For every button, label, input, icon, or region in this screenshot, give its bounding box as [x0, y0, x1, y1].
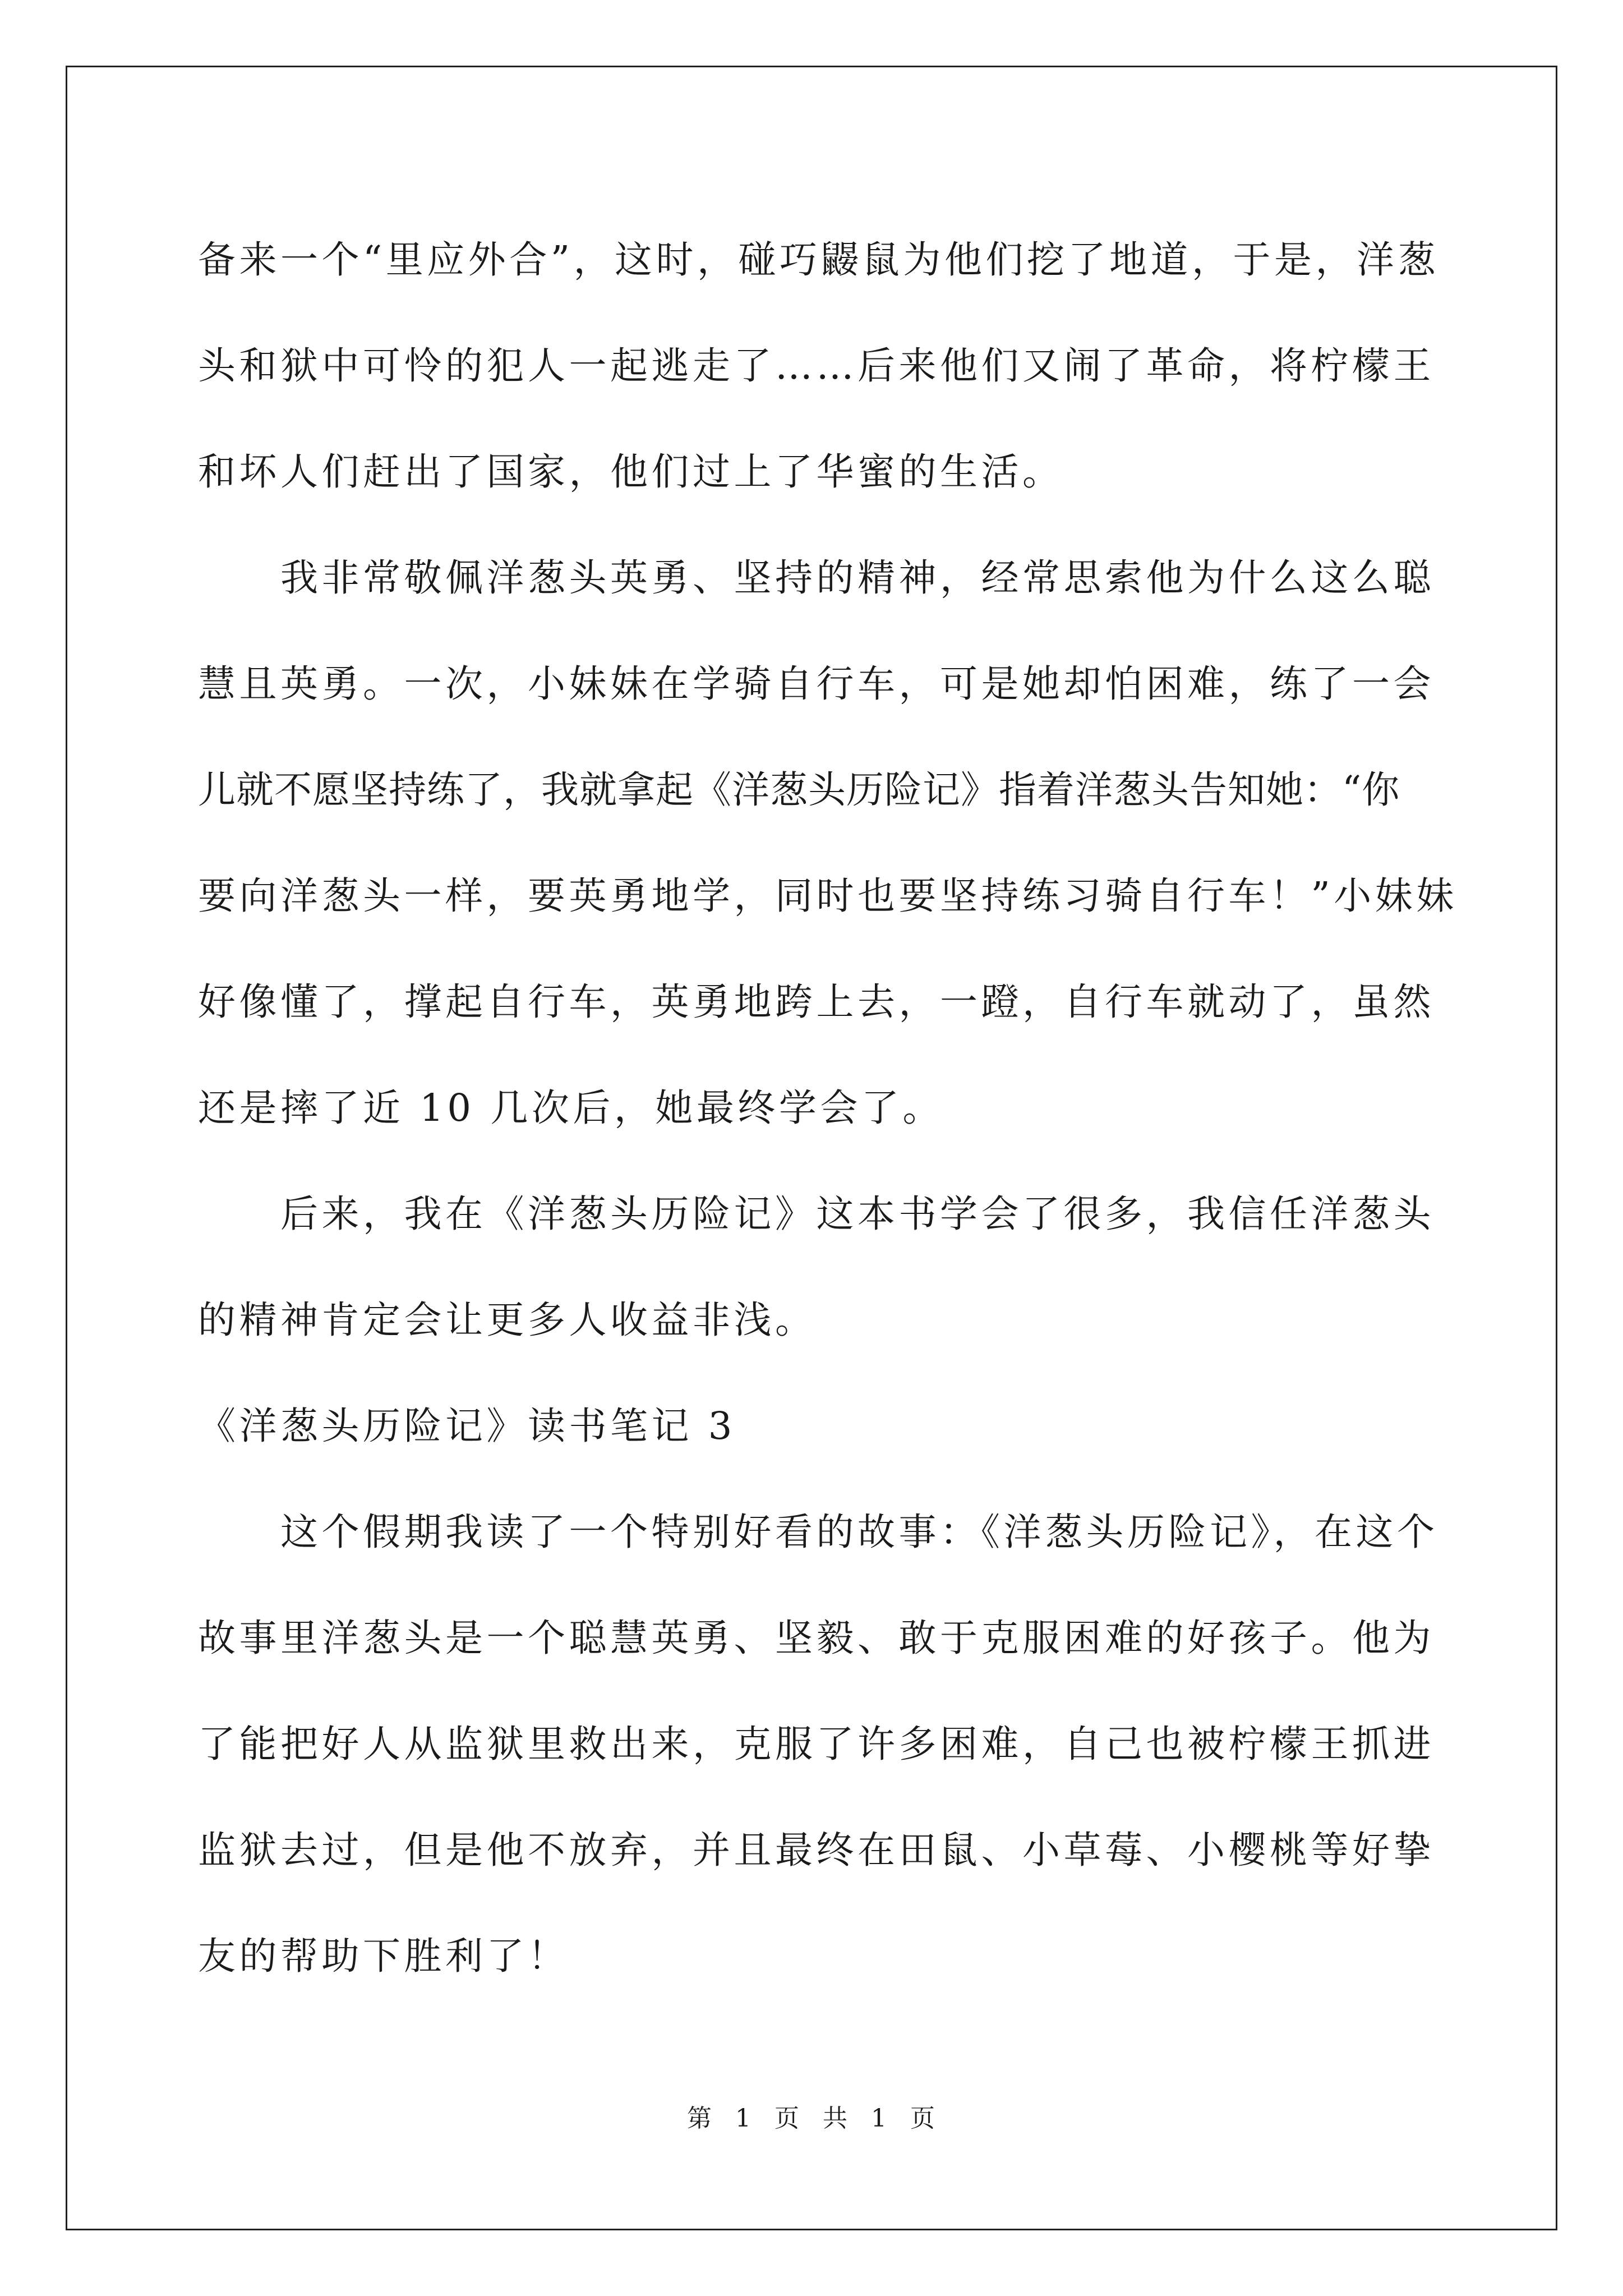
paragraph-3	[198, 1161, 1435, 1373]
document-body	[198, 207, 1458, 2009]
page-footer	[0, 2098, 1623, 2134]
section-heading: 《洋葱头历险记》读书笔记 3	[198, 1404, 736, 1448]
paragraph-1	[198, 207, 1440, 525]
paragraph-2	[198, 525, 1458, 1161]
text-line: 还是摔了近 10 几次后，她最终学会了。	[198, 1086, 944, 1130]
text-line: 要向洋葱头一样，要英勇地学，同时也要坚持练习骑自行车！”小妹妹	[198, 874, 1458, 918]
text-line: 好像懂了，撑起自行车，英勇地跨上去，一蹬，自行车就动了，虽然	[198, 980, 1435, 1024]
paragraph-4	[198, 1479, 1438, 2009]
text-line: 后来，我在《洋葱头历险记》这本书学会了很多，我信任洋葱头	[280, 1192, 1435, 1236]
text-line: 这个假期我读了一个特别好看的故事：《洋葱头历险记》，在这个	[280, 1510, 1438, 1554]
text-line: 我非常敬佩洋葱头英勇、坚持的精神，经常思索他为什么这么聪	[280, 556, 1435, 600]
total-page-count: 共 1 页	[823, 2104, 936, 2133]
text-line: 和坏人们赶出了国家，他们过上了华蜜的生活。	[198, 450, 1064, 494]
text-line: 慧且英勇。一次，小妹妹在学骑自行车，可是她却怕困难，练了一会	[198, 662, 1435, 706]
text-line: 儿就不愿坚持练了，我就拿起《洋葱头历险记》指着洋葱头告知她：“你	[198, 768, 1400, 812]
text-line: 头和狱中可怜的犯人一起逃走了……后来他们又闹了革命，将柠檬王	[198, 344, 1435, 388]
paragraph-group-1	[198, 207, 1458, 1373]
text-line: 了能把好人从监狱里救出来，克服了许多困难，自己也被柠檬王抓进	[198, 1722, 1435, 1766]
paragraph-group-2	[198, 1479, 1438, 2009]
text-line: 故事里洋葱头是一个聪慧英勇、坚毅、敢于克服困难的好孩子。他为	[198, 1616, 1435, 1660]
current-page-number: 第 1 页	[687, 2104, 800, 2133]
text-line: 友的帮助下胜利了！	[198, 1934, 569, 1978]
text-line: 的精神肯定会让更多人收益非浅。	[198, 1298, 817, 1342]
text-line: 备来一个“里应外合”，这时，碰巧鼹鼠为他们挖了地道，于是，洋葱	[198, 238, 1440, 282]
text-line: 监狱去过，但是他不放弃，并且最终在田鼠、小草莓、小樱桃等好挚	[198, 1828, 1435, 1872]
